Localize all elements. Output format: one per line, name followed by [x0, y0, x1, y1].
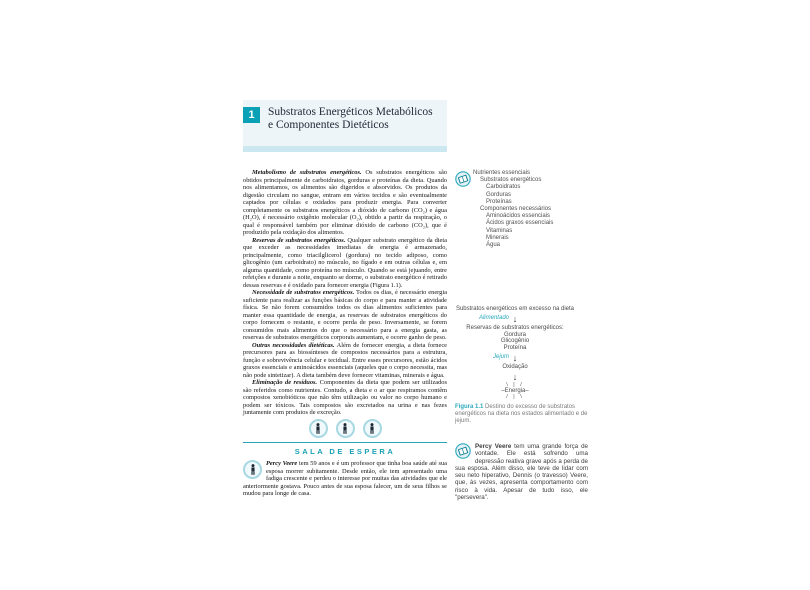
body-paragraph — [243, 237, 447, 290]
list-item: Vitaminas — [486, 227, 513, 234]
figure-caption — [455, 404, 588, 425]
body-paragraph — [243, 169, 447, 237]
figure-caption-text: Destino do excesso de substratos energéticos na dieta nos estados alimentado e de jejum. — [455, 404, 588, 424]
paragraph-text: Componentes da dieta que podem ser utilizados são referidos como nutrientes. Contudo, a dieta e o ar que respiramos contêm compostos xenobióticos que não têm utilização ou valor no corpo humano e podem ser tóxicos. Tais compostos são excretados na urina e nas fezes juntamente com produtos de excreção. — [243, 379, 447, 416]
flow-reserve-item: Glicogênio — [500, 338, 530, 345]
list-item: Proteínas — [486, 198, 512, 205]
nutrients-panel — [455, 170, 588, 249]
body-paragraph — [243, 342, 447, 380]
book-icon — [455, 171, 471, 187]
chapter-header — [243, 100, 447, 152]
person-icon — [309, 419, 328, 438]
body-paragraph — [243, 379, 447, 417]
list-item: Aminoácidos essenciais — [486, 213, 551, 220]
paragraph-lead: Eliminação de resíduos. — [252, 379, 318, 386]
flow-arrow-energy — [455, 371, 575, 383]
list-item: Água — [486, 242, 501, 249]
energy-burst — [455, 383, 575, 401]
body-paragraph — [243, 289, 447, 342]
nutrients-list — [473, 170, 588, 249]
flow-step-oxidation: Oxidação — [502, 363, 528, 370]
list-item: Substratos energéticos — [480, 177, 542, 184]
burst-rays-top: \ | / — [506, 381, 524, 388]
body-text-column — [243, 169, 447, 417]
paragraph-text: Além de fornecer energia, a dieta fornece precursores para as biossínteses de compostos necessários para a estrutura, função e sobrevivência celular e tecidual. Entre esses precursores, estão ácidos graxos essenciais e aminoácidos essenciais (aqueles que o corpo necessita, mas não pode sintetizar). A dieta também deve fornecer vitaminas, minerais e água. — [243, 341, 447, 379]
fed-state-label: Alimentado — [478, 314, 509, 321]
flow-reserve-item: Gordura — [503, 331, 526, 338]
flow-arrow-fed — [455, 313, 575, 325]
waiting-room-paragraph — [243, 460, 447, 498]
paragraph-lead: Necessidade de substratos energéticos. — [252, 289, 355, 296]
list-item: Componentes necessários — [480, 206, 552, 213]
fasting-state-label: Jejum — [492, 353, 509, 360]
chapter-title: Substratos Energéticos Metabólicos e Componentes Dietéticos — [268, 106, 433, 131]
chapter-number-badge: 1 — [243, 107, 260, 123]
patient-note-text: tem uma grande força de vontade. Ele está sofrendo uma depressão reativa grave após a perda de sua esposa. Além disso, ele teve de lidar com seu neto hiperativo, Dennis (o travesso) Veere, que, às vezes, apresenta comportamento com risco à vida. Apesar de tudo isso, ele "persevera". — [455, 443, 588, 502]
down-arrow-icon: ↓ — [512, 352, 518, 363]
list-item: Gorduras — [486, 191, 512, 198]
patient-icons-row — [243, 419, 447, 438]
waiting-room-section — [243, 442, 447, 498]
down-arrow-icon: ↓ — [512, 371, 518, 382]
paragraph-lead: Outras necessidades dietéticas. — [252, 341, 335, 349]
patient-name: Percy Veere — [266, 460, 298, 467]
flow-arrow-fasting — [455, 352, 575, 364]
list-item: Nutrientes essenciais — [473, 170, 531, 176]
person-icon — [363, 419, 382, 438]
list-item: Carboidratos — [486, 184, 521, 191]
person-icon — [336, 419, 355, 438]
waiting-room-heading: SALA DE ESPERA — [294, 447, 396, 456]
energy-label: –Energia– — [501, 388, 529, 395]
down-arrow-icon: ↓ — [512, 313, 518, 324]
patient-name: Percy Veere — [475, 443, 512, 450]
person-icon — [243, 460, 262, 479]
flow-step-excess: Substratos energéticos em excesso na dieta — [455, 306, 575, 312]
paragraph-lead: Metabolismo de substratos energéticos. — [252, 169, 362, 176]
paragraph-text: Qualquer substrato energético da dieta que exceder as necessidades imediatas de energia é armazenado, principalmente, como triacilglicerol (gordura) no tecido adiposo, como glicogênio (um carboidrato) no músculo, no fígado e em outras células e, em alguma quantidade, como proteína no músculo. Quando se está jejuando, entre refeições e durante a noite, enquanto se dorme, o substrato energético é retirado dessas reservas e é oxidado para fornecer energia (Figura 1.1). — [243, 236, 447, 289]
paragraph-lead: Reservas de substratos energéticos. — [252, 236, 346, 244]
waiting-room-text: tem 59 anos e é um professor que tinha boa saúde até sua esposa morrer subitamente. Desde então, ele tem apresentado uma fadiga crescente e perdeu o interesse por muitas das atividades que ele anteriormente gostava. Pouco antes de sua esposa falecer, um de seus filhos se mudou para longe de casa. — [243, 460, 447, 497]
figure-caption-label: Figura 1.1 — [455, 404, 484, 410]
list-item: Ácidos graxos essenciais — [486, 220, 554, 227]
figure-flowchart — [455, 306, 575, 401]
patient-note — [455, 443, 588, 501]
burst-rays-bottom: / | \ — [506, 394, 524, 401]
paragraph-text: Todos os dias, é necessário energia suficiente para realizar as funções básicas do corpo e para manter a atividade física. Se não forem consumidos todos os dias alimentos suficientes para manter essa quantidade de energia, as reservas de substratos energéticos do corpo fornecem o restante, e ocorre perda de peso. Inversamente, se forem consumidos mais alimentos do que o necessário para a energia gasta, as reservas de substratos energéticos corporais aumentam, e ocorre ganho de peso. — [243, 289, 447, 341]
paragraph-text: Os substratos energéticos são obtidos principalmente de carboidratos, gorduras e proteínas da dieta. Quando nos alimentamos, os alimentos são digeridos e absorvidos. Os produtos da digestão circulam no sangue, entram em vários tecidos e são eventualmente captados por células e oxidados para produzir energia. Para converter completamente os substratos energéticos a dióxido de carbono (CO₂) e água (H₂O), é necessário oxigênio molecular (O₂), obtido a partir da respiração, o qual é responsável também por eliminar dióxido de carbono (CO₂), que é produzido pela oxidação dos alimentos. — [243, 169, 447, 236]
list-item: Minerais — [486, 234, 509, 241]
flow-step-reserves-title: Reservas de substratos energéticos: — [466, 324, 564, 331]
book-icon — [455, 443, 471, 459]
flow-reserve-item: Proteína — [503, 345, 527, 352]
